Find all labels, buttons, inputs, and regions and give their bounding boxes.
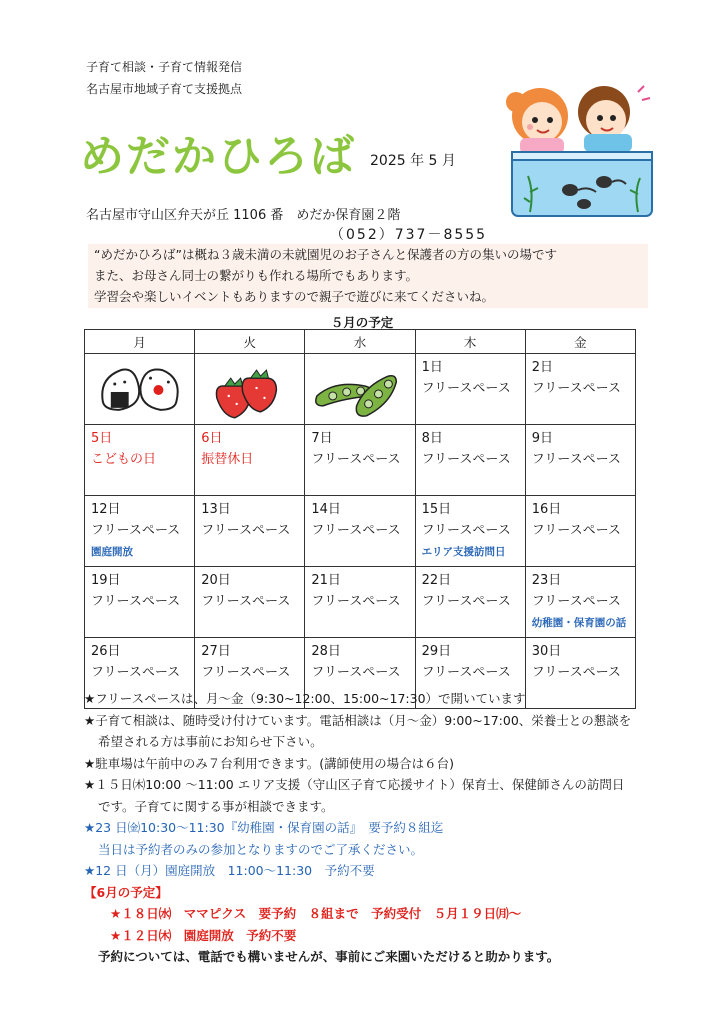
calendar-cell <box>85 567 195 638</box>
note-kindergarten-talk: ★23 日㈮10:30～11:30『幼稚園・保育園の話』 要予約８組迄 <box>84 820 444 835</box>
cell-label: フリースペース <box>421 452 511 467</box>
cell-label: フリースペース <box>201 665 291 680</box>
cell-note: 園庭開放 <box>91 546 133 558</box>
cell-label: フリースペース <box>91 594 181 609</box>
issue-date: 2025 年 5 月 <box>370 153 456 169</box>
weekday-fri: 金 <box>525 330 635 354</box>
weekday-wed: 水 <box>305 330 415 354</box>
cell-date: 29日 <box>421 644 452 659</box>
cell-label: フリースペース <box>421 523 511 538</box>
note-parking: ★駐車場は午前中のみ７台利用できます。(講師使用の場合は６台) <box>84 755 454 771</box>
cell-label: フリースペース <box>421 665 511 680</box>
calendar-week-2 <box>85 425 636 496</box>
calendar-week-4 <box>85 567 636 638</box>
cell-label: フリースペース <box>311 665 401 680</box>
cell-label: フリースペース <box>531 452 621 467</box>
cell-label: フリースペース <box>91 523 181 538</box>
cell-date: 6日 <box>201 431 223 446</box>
intro-line-1: “めだかひろば”は概ね３歳未満の未就園児のお子さんと保護者の方の集いの場です <box>94 247 557 262</box>
calendar-cell <box>85 496 195 567</box>
cell-date: 26日 <box>91 644 121 659</box>
weekday-tue: 火 <box>195 330 305 354</box>
cell-date: 14日 <box>311 502 341 517</box>
cell-note: エリア支援訪問日 <box>421 546 506 558</box>
strawberry-icon <box>195 354 304 424</box>
cell-label: フリースペース <box>311 452 401 467</box>
notes-section <box>84 688 684 968</box>
calendar-week-3 <box>85 496 636 567</box>
calendar-cell <box>305 567 415 638</box>
cell-label: こどもの日 <box>91 452 157 467</box>
phone-number: （052）737－8555 <box>330 227 488 243</box>
address: 名古屋市守山区弁天が丘 1106 番 めだか保育園２階 <box>86 208 401 223</box>
calendar-cell <box>305 425 415 496</box>
calendar-cell <box>195 425 305 496</box>
note-area-support: ★１５日㈭10:00 ～11:00 エリア支援（守山区子育て応援サイト）保育士、保健師さんの訪問日 <box>84 777 625 792</box>
calendar-cell <box>195 496 305 567</box>
cell-date: 2日 <box>531 360 554 375</box>
cell-label: フリースペース <box>531 594 621 609</box>
cell-date: 20日 <box>201 573 231 588</box>
cell-date: 8日 <box>421 431 443 446</box>
calendar-cell <box>305 496 415 567</box>
june-item-1: ★１８日㈬ ママピクス 要予約 ８組まで 予約受付 ５月１９日㈪～ <box>110 906 522 921</box>
cell-label: フリースペース <box>531 665 621 680</box>
calendar-cell <box>525 567 635 638</box>
cell-label: 振替休日 <box>201 452 254 467</box>
calendar-cell <box>85 425 195 496</box>
cell-label: フリースペース <box>201 594 291 609</box>
calendar-cell <box>85 354 195 425</box>
weekday-mon: 月 <box>85 330 195 354</box>
onigiri-icon <box>85 354 194 424</box>
calendar-cell <box>415 567 525 638</box>
calendar-header-row <box>85 330 636 354</box>
calendar-week-1 <box>85 354 636 425</box>
cell-label: フリースペース <box>311 594 401 609</box>
calendar-cell <box>525 425 635 496</box>
note-kindergarten-talk-cont: 当日は予約者のみの参加となりますのでご了承ください。 <box>98 841 424 857</box>
cell-date: 13日 <box>201 502 231 517</box>
calendar-cell <box>525 496 635 567</box>
header-line-2: 名古屋市地域子育て支援拠点 <box>86 82 243 96</box>
cell-label: フリースペース <box>91 665 181 680</box>
cell-date: 19日 <box>91 573 121 588</box>
header-line-1: 子育て相談・子育て情報発信 <box>86 60 243 74</box>
cell-date: 22日 <box>421 573 452 588</box>
calendar-table <box>84 329 636 709</box>
note-area-support-cont: です。子育てに関する事が相談できます。 <box>98 798 334 814</box>
calendar-cell <box>305 354 415 425</box>
note-garden-open: ★12 日（月）園庭開放 11:00～11:30 予約不要 <box>84 863 375 878</box>
cell-label: フリースペース <box>421 381 511 396</box>
calendar-cell <box>415 425 525 496</box>
cell-date: 5日 <box>91 431 113 446</box>
note-consultation: ★子育て相談は、随時受け付けています。電話相談は（月～金）9:00~17:00、栄養士との懇談を <box>84 712 632 728</box>
cell-label: フリースペース <box>201 523 291 538</box>
cell-date: 27日 <box>201 644 231 659</box>
intro-box <box>88 244 648 308</box>
calendar-cell <box>195 354 305 425</box>
intro-line-3: 学習会や楽しいイベントもありますので親子で遊びに来てくださいね。 <box>94 289 495 304</box>
edamame-icon <box>305 354 414 424</box>
cell-date: 7日 <box>311 431 333 446</box>
cell-label: フリースペース <box>421 594 511 609</box>
calendar-cell <box>415 354 525 425</box>
cell-date: 1日 <box>421 360 443 375</box>
note-freespace: ★フリースペースは、月～金（9:30~12:00、15:00~17:30）で開いています <box>84 691 526 706</box>
cell-date: 21日 <box>311 573 341 588</box>
cell-date: 12日 <box>91 502 121 517</box>
cell-note: 幼稚園・保育園の話 <box>531 617 627 629</box>
weekday-thu: 木 <box>415 330 525 354</box>
cell-date: 9日 <box>531 431 554 446</box>
cell-date: 15日 <box>421 502 452 517</box>
page-title: めだかひろば <box>80 131 356 182</box>
calendar-cell <box>415 496 525 567</box>
note-consultation-cont: 希望される方は事前にお知らせ下さい。 <box>98 734 323 749</box>
calendar-cell <box>525 354 635 425</box>
cell-date: 30日 <box>531 644 562 659</box>
cell-date: 23日 <box>531 573 562 588</box>
cell-label: フリースペース <box>311 523 401 538</box>
calendar-title: ５月の予定 <box>330 315 394 330</box>
intro-line-2: また、お母さん同士の繋がりも作れる場所でもあります。 <box>94 268 419 283</box>
cell-date: 28日 <box>311 644 341 659</box>
cell-label: フリースペース <box>531 381 621 396</box>
cell-date: 16日 <box>531 502 562 517</box>
calendar-cell <box>195 567 305 638</box>
cell-label: フリースペース <box>531 523 621 538</box>
june-title: 【6月の予定】 <box>84 884 168 900</box>
closing-note: 予約については、電話でも構いませんが、事前にご来園いただけると助かります。 <box>98 949 560 964</box>
june-item-2: ★１２日㈭ 園庭開放 予約不要 <box>110 927 297 943</box>
children-aquarium-icon <box>500 72 656 224</box>
